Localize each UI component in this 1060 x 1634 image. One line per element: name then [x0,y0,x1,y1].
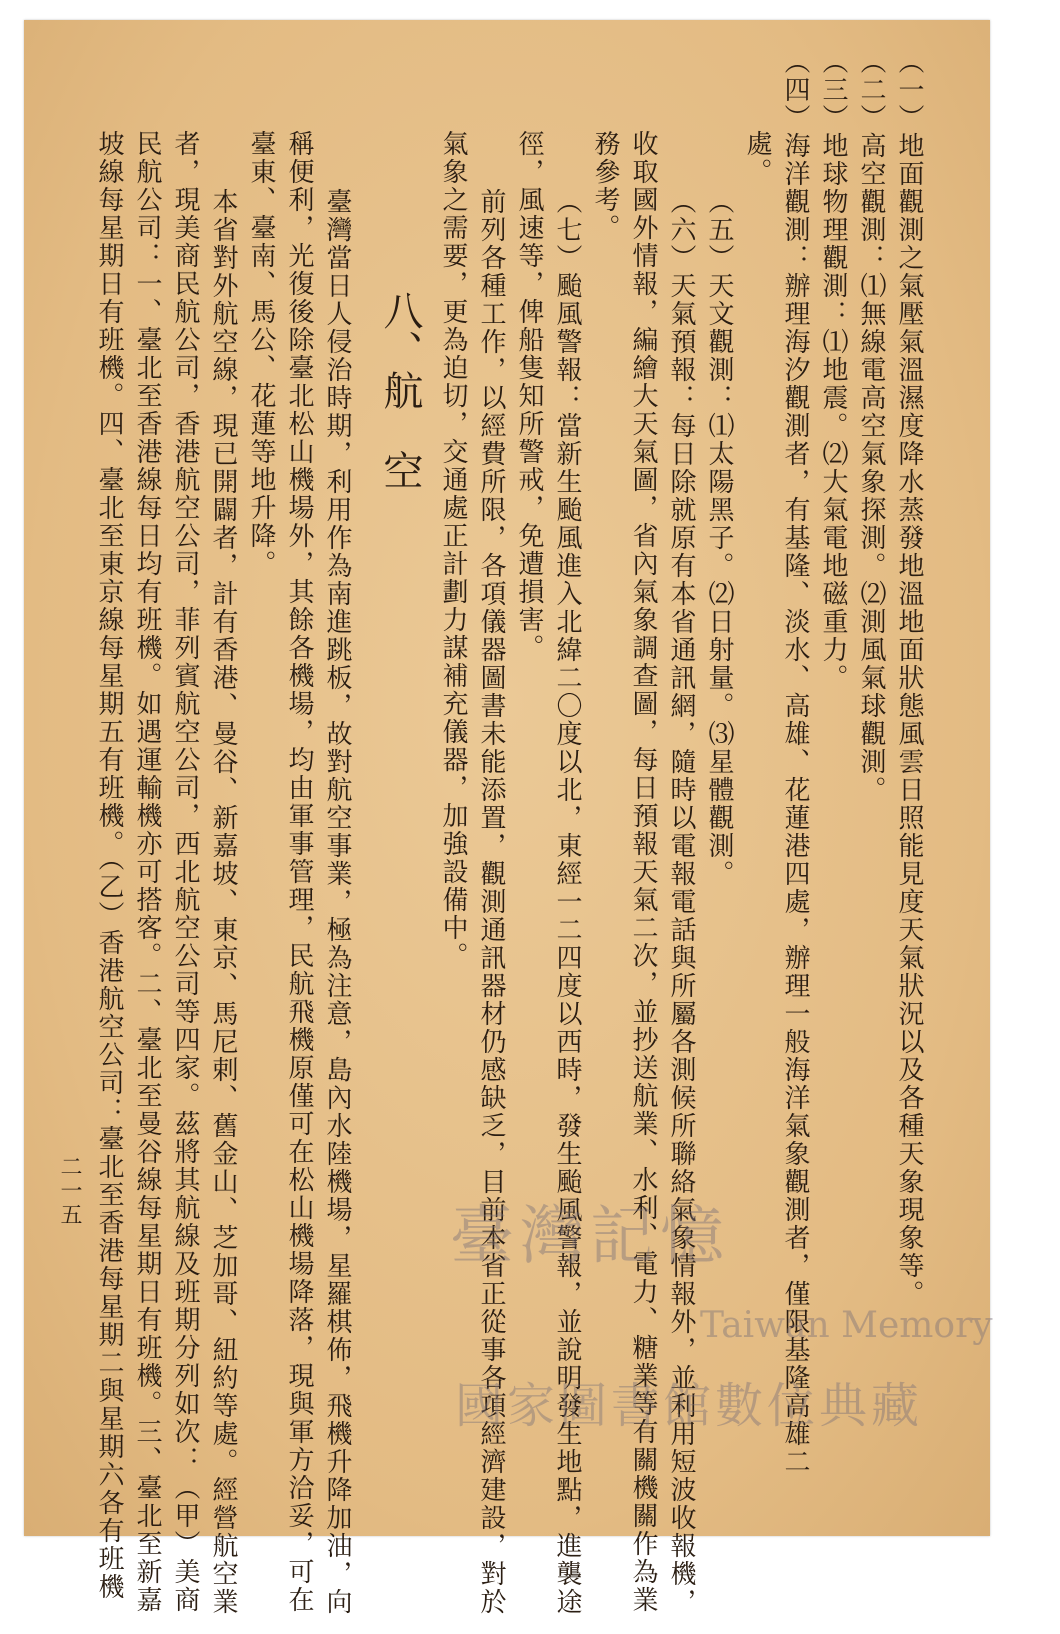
text-column: 臺灣當日人侵治時期，利用作為南進跳板，故對航空事業，極為注意，島內水陸機場，星羅棋佈，飛機升降加油，向 [322,188,352,1616]
watermark-english: Taiwan Memory [700,1305,993,1346]
section-heading: 八、航 空 [377,290,423,490]
text-column: 者，現美商民航公司，香港航空公司，菲列賓航空公司，西北航空公司等四家。茲將其航線及班期分列如次：（甲）美商 [170,130,200,1614]
watermark-logo: 臺灣記憶 [450,1200,730,1274]
text-column: 處。 [742,130,772,186]
text-column: 務參考。 [590,130,620,242]
text-column: （四）海洋觀測：辦理海汐觀測者，有基隆、淡水、高雄、花蓮港四處，辦理一般海洋氣象觀測者，僅限基隆高雄二 [780,48,810,1476]
text-column: 氣象之需要，更為迫切，交通處正計劃力謀補充儀器，加強設備中。 [438,130,468,970]
text-column: 民航公司：一、臺北至香港線每日均有班機。如遇運輸機亦可搭客。二、臺北至曼谷線每星期日有班機。三、臺北至新嘉 [132,130,162,1614]
text-column: 本省對外航空線，現已開闢者，計有香港、曼谷、新嘉坡、東京、馬尼剌、舊金山、芝加哥、紐約等處。經營航空業 [208,188,238,1616]
text-column: 徑，風速等，俾船隻知所警戒，免遭損害。 [514,130,544,662]
page-number: 二一五 [57,1155,82,1227]
text-column: （一）地面觀測之氣壓氣溫濕度降水蒸發地溫地面狀態風雲日照能見度天氣狀況以及各種天象現象等。 [894,48,924,1308]
watermark-subtitle: 國家圖書館數位典藏 [455,1378,924,1434]
text-column: 稱便利，光復後除臺北松山機場外，其餘各機場，均由軍事管理，民航飛機原僅可在松山機場降落，現與軍方洽妥，可在 [284,130,314,1614]
text-column: （七）颱風警報：當新生颱風進入北緯二〇度以北，東經一二四度以西時，發生颱風警報，並說明發生地點，進襲途 [552,188,582,1616]
text-column: 坡線每星期日有班機。四、臺北至東京線每星期五有班機。（乙）香港航空公司：臺北至香港每星期二與星期六各有班機 [94,130,124,1601]
text-column: 收取國外情報，編繪大天氣圖，省內氣象調查圖，每日預報天氣二次，並抄送航業、水利、電力、糖業等有關機關作為業 [628,130,658,1614]
text-column: 臺東、臺南、馬公、花蓮等地升降。 [246,130,276,578]
text-column: （五）天文觀測：⑴太陽黑子。⑵日射量。⑶星體觀測。 [704,188,734,888]
text-column: 前列各種工作，以經費所限，各項儀器圖書未能添置，觀測通訊器材仍感缺乏，目前本省正從事各項經濟建設，對於 [476,188,506,1616]
text-column: （六）天氣預報：每日除就原有本省通訊網，隨時以電報電話與所屬各測候所聯絡氣象情報外，並利用短波收報機， [666,188,696,1616]
text-column: （二）高空觀測：⑴無線電高空氣象探測。⑵測風氣球觀測。 [856,48,886,804]
text-column: （三）地球物理觀測：⑴地震。⑵大氣電地磁重力。 [818,48,848,692]
